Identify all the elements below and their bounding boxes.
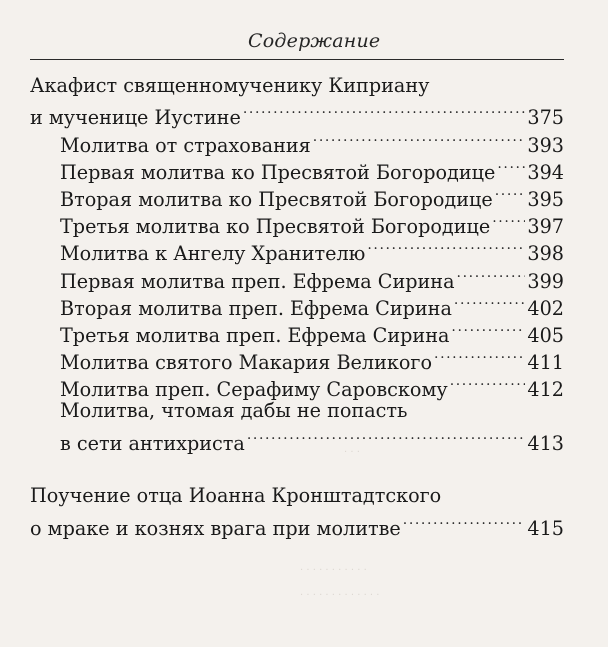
page-number: 411 <box>527 351 564 374</box>
page-number: 397 <box>527 215 564 238</box>
toc-sub-entry-label: Первая молитва преп. Ефрема Сирина <box>60 270 455 293</box>
toc-entry-title-line-1: Поучение отца Иоанна Кронштадтского <box>30 484 442 507</box>
toc-sub-entry-label: Молитва преп. Серафиму Саровскому <box>60 378 448 401</box>
toc-sub-entry-label: Молитва от страхования <box>60 134 311 157</box>
page-number: 375 <box>527 106 564 129</box>
toc-sub-entry <box>60 155 564 185</box>
toc-sub-entry <box>60 182 564 212</box>
page-number: 415 <box>527 517 564 540</box>
page-number: 412 <box>527 378 564 401</box>
dot-leader <box>313 128 526 152</box>
toc-sub-entry <box>60 128 564 158</box>
bleed-through-mark: · · · · · · · · · · · <box>300 565 367 576</box>
toc-sub-entry <box>60 345 564 375</box>
page-number: 394 <box>527 161 564 184</box>
toc-entry-main-1 <box>30 100 564 130</box>
toc-entry-main-2 <box>30 511 564 541</box>
dot-leader <box>403 511 526 535</box>
toc-sub-entry-label: Третья молитва ко Пресвятой Богородице <box>60 215 491 238</box>
toc-sub-entry-label: Третья молитва преп. Ефрема Сирина <box>60 324 450 347</box>
page-number: 398 <box>527 242 564 265</box>
bleed-through-mark: · · · <box>344 447 360 458</box>
toc-sub-entry <box>60 372 564 402</box>
dot-leader <box>434 345 525 369</box>
dot-leader <box>457 264 526 288</box>
toc-sub-entry-label: Первая молитва ко Пресвятой Богородице <box>60 161 496 184</box>
toc-sub-entry <box>60 209 564 239</box>
dot-leader <box>495 182 526 206</box>
toc-sub-entry-line-1: Молитва, чтомая дабы не попасть <box>60 399 408 422</box>
toc-sub-entry <box>60 291 564 321</box>
bleed-through-mark: · · · · · · · · · · · · · <box>300 590 380 601</box>
dot-leader <box>243 100 526 124</box>
toc-sub-entry <box>60 236 564 266</box>
toc-entry-title-line-2: о мраке и кознях врага при молитве <box>30 517 401 540</box>
dot-leader <box>454 291 525 315</box>
toc-sub-entry-label: Вторая молитва преп. Ефрема Сирина <box>60 297 452 320</box>
toc-sub-entry <box>60 318 564 348</box>
toc-sub-entry-label: Вторая молитва ко Пресвятой Богородице <box>60 188 493 211</box>
running-title: Содержание <box>248 30 381 52</box>
toc-sub-entry-label: Молитва святого Макария Великого <box>60 351 433 374</box>
page-number: 405 <box>527 324 564 347</box>
dot-leader <box>450 372 526 396</box>
header-rule <box>30 59 564 60</box>
toc-sub-entry <box>60 264 564 294</box>
dot-leader <box>367 236 525 260</box>
page-number: 402 <box>527 297 564 320</box>
dot-leader <box>492 209 525 233</box>
page-number: 395 <box>527 188 564 211</box>
page-number: 413 <box>527 432 564 455</box>
toc-sub-entry-line-2: в сети антихриста <box>60 432 245 455</box>
page-number: 399 <box>527 270 564 293</box>
toc-sub-entry <box>60 426 564 456</box>
dot-leader <box>451 318 525 342</box>
page-number: 393 <box>527 134 564 157</box>
toc-entry-title-line-2: и мученице Иустине <box>30 106 241 129</box>
toc-entry-title-line-1: Акафист священномученику Киприану <box>30 74 430 97</box>
dot-leader <box>497 155 525 179</box>
toc-sub-entry-label: Молитва к Ангелу Хранителю <box>60 242 366 265</box>
dot-leader <box>247 426 526 450</box>
